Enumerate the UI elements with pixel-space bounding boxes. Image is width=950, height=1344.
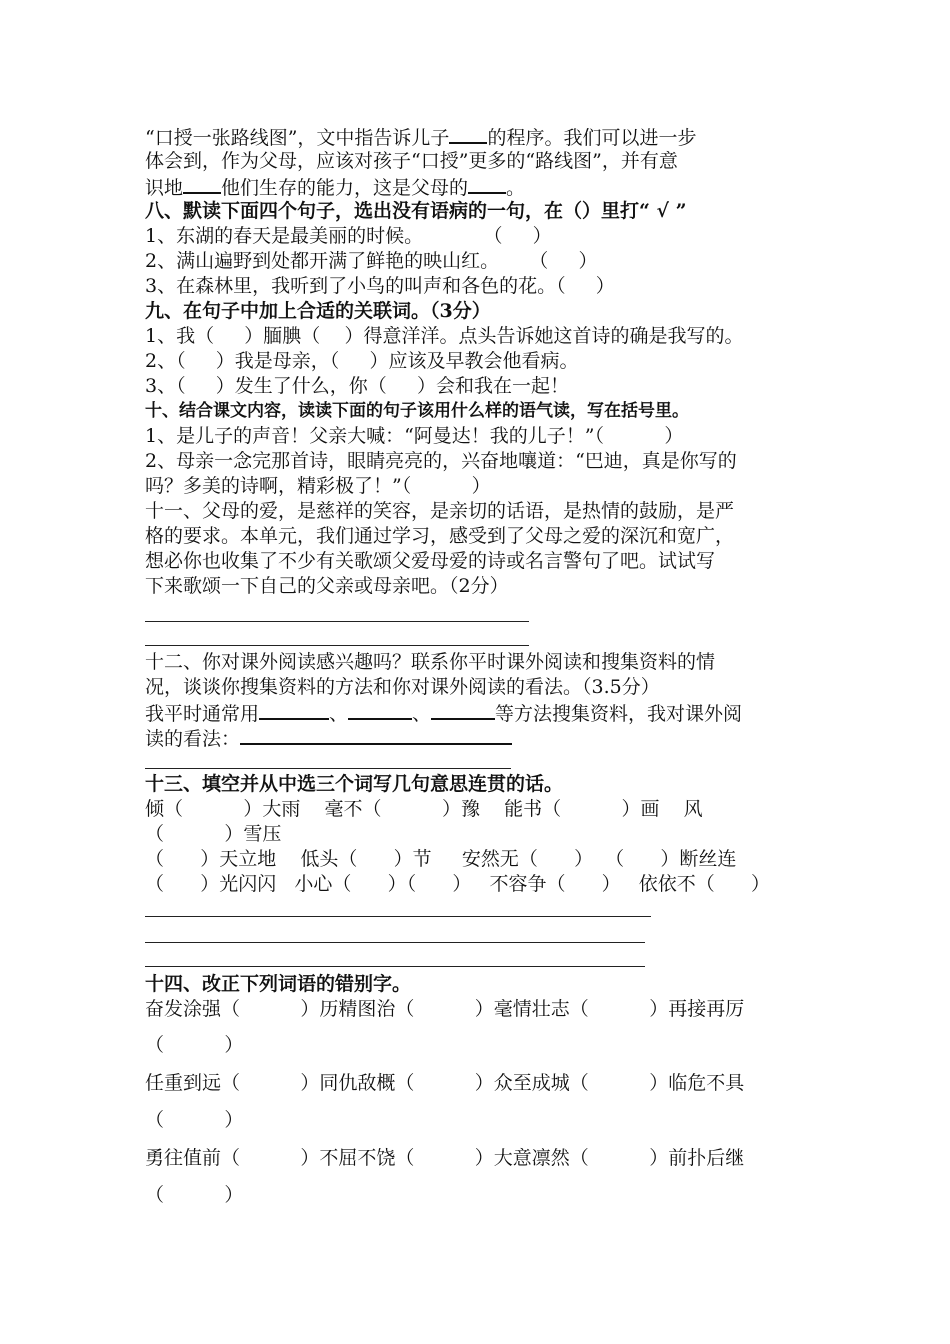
question-line: 2、（ ）我是母亲，（ ）应该及早教会他看病。 — [145, 350, 579, 372]
question-line: 十一、父母的爱，是慈祥的笑容，是亲切的话语，是热情的鼓励，是严 — [145, 500, 735, 522]
question-line: 格的要求。本单元，我们通过学习，感受到了父母之爱的深沉和宽广， — [145, 525, 735, 547]
question-line: 1、我（ ）腼腆（ ）得意洋洋。点头告诉她这首诗的确是我写的。 — [145, 325, 744, 347]
text-segment: 等方法搜集资料，我对课外阅 — [495, 703, 743, 725]
question-line: 下来歌颂一下自己的父亲或母亲吧。（2分） — [145, 575, 509, 597]
section-heading: 十三、填空并从中选三个词写几句意思连贯的话。 — [145, 773, 564, 795]
answer-blank[interactable] — [348, 700, 412, 720]
answer-line[interactable] — [145, 942, 645, 943]
question-line: 3、在森林里，我听到了小鸟的叫声和各色的花。（ ） — [145, 275, 615, 297]
question-line: 十二、你对课外阅读感兴趣吗？联系你平时课外阅读和搜集资料的情 — [145, 651, 716, 673]
text-line — [145, 124, 696, 150]
answer-line[interactable] — [145, 916, 651, 917]
answer-blank[interactable] — [259, 700, 329, 720]
text-segment: 他们生存的能力，这是父母的 — [221, 177, 469, 199]
question-line: 吗？多美的诗啊，精彩极了！”（ ） — [145, 475, 491, 497]
text-segment: 识地 — [145, 177, 184, 199]
question-line: 况，谈谈你搜集资料的方法和你对课外阅读的看法。（3.5分） — [145, 676, 660, 698]
answer-blank[interactable] — [449, 124, 487, 144]
question-line: 倾（ ）大雨 毫不（ ）豫 能书（ ）画 风 — [145, 798, 703, 820]
section-heading: 十四、改正下列词语的错别字。 — [145, 973, 412, 995]
text-segment: “口授一张路线图”，文中指告诉儿子 — [145, 127, 450, 149]
question-line — [145, 700, 742, 726]
question-line: 想必你也收集了不少有关歌颂父爱母爱的诗或名言警句了吧。试试写 — [145, 550, 716, 572]
text-segment: 、 — [412, 703, 432, 725]
answer-line[interactable] — [145, 966, 645, 967]
question-line: 奋发涂强（ ）历精图治（ ）毫情壮志（ ）再接再厉 — [145, 998, 745, 1020]
answer-line[interactable] — [145, 621, 529, 622]
question-line: 2、母亲一念完那首诗，眼睛亮亮的，兴奋地嚷道：“巴迪，真是你写的 — [145, 450, 737, 472]
question-line: （ ） — [145, 1109, 244, 1131]
question-line: 1、东湖的春天是最美丽的时候。 （ ） — [145, 225, 552, 247]
text-segment: 。 — [506, 177, 526, 199]
question-line — [145, 725, 512, 751]
section-heading: 十、结合课文内容，读读下面的句子该用什么样的语气读，写在括号里。 — [145, 401, 689, 421]
question-line: 勇往值前（ ）不屈不饶（ ）大意凛然（ ）前扑后继 — [145, 1147, 745, 1169]
answer-blank[interactable] — [240, 725, 512, 745]
question-line: （ ） — [145, 1034, 244, 1056]
question-line: （ ）光闪闪 小心（ ）（ ） 不容争（ ） 依依不（ ） — [145, 873, 771, 895]
question-line: （ ）雪压 — [145, 823, 282, 845]
question-line: （ ）天立地 低头（ ）节 安然无（ ） （ ）断丝连 — [145, 848, 737, 870]
question-line: （ ） — [145, 1184, 244, 1206]
answer-line[interactable] — [145, 645, 529, 646]
section-heading: 九、在句子中加上合适的关联词。（3分） — [145, 300, 491, 322]
question-line: 2、满山遍野到处都开满了鲜艳的映山红。 （ ） — [145, 250, 598, 272]
text-segment: 的程序。我们可以进一步 — [487, 127, 697, 149]
question-line: 任重到远（ ）同仇敌概（ ）众至成城（ ）临危不具 — [145, 1072, 745, 1094]
answer-blank[interactable] — [431, 700, 495, 720]
text-line: 体会到，作为父母，应该对孩子“口授”更多的“路线图”，并有意 — [145, 150, 678, 172]
question-line: 1、是儿子的声音！父亲大喊：“阿曼达！我的儿子！”（ ） — [145, 425, 684, 447]
answer-line[interactable] — [145, 768, 511, 769]
text-line — [145, 174, 525, 200]
text-segment: 读的看法： — [145, 728, 241, 750]
section-heading: 八、默读下面四个句子，选出没有语病的一句，在（）里打“ √ ” — [145, 200, 687, 222]
text-segment: 我平时通常用 — [145, 703, 260, 725]
answer-blank[interactable] — [468, 174, 506, 194]
text-segment: 、 — [329, 703, 349, 725]
answer-blank[interactable] — [183, 174, 221, 194]
question-line: 3、（ ）发生了什么，你（ ）会和我在一起！ — [145, 375, 569, 397]
